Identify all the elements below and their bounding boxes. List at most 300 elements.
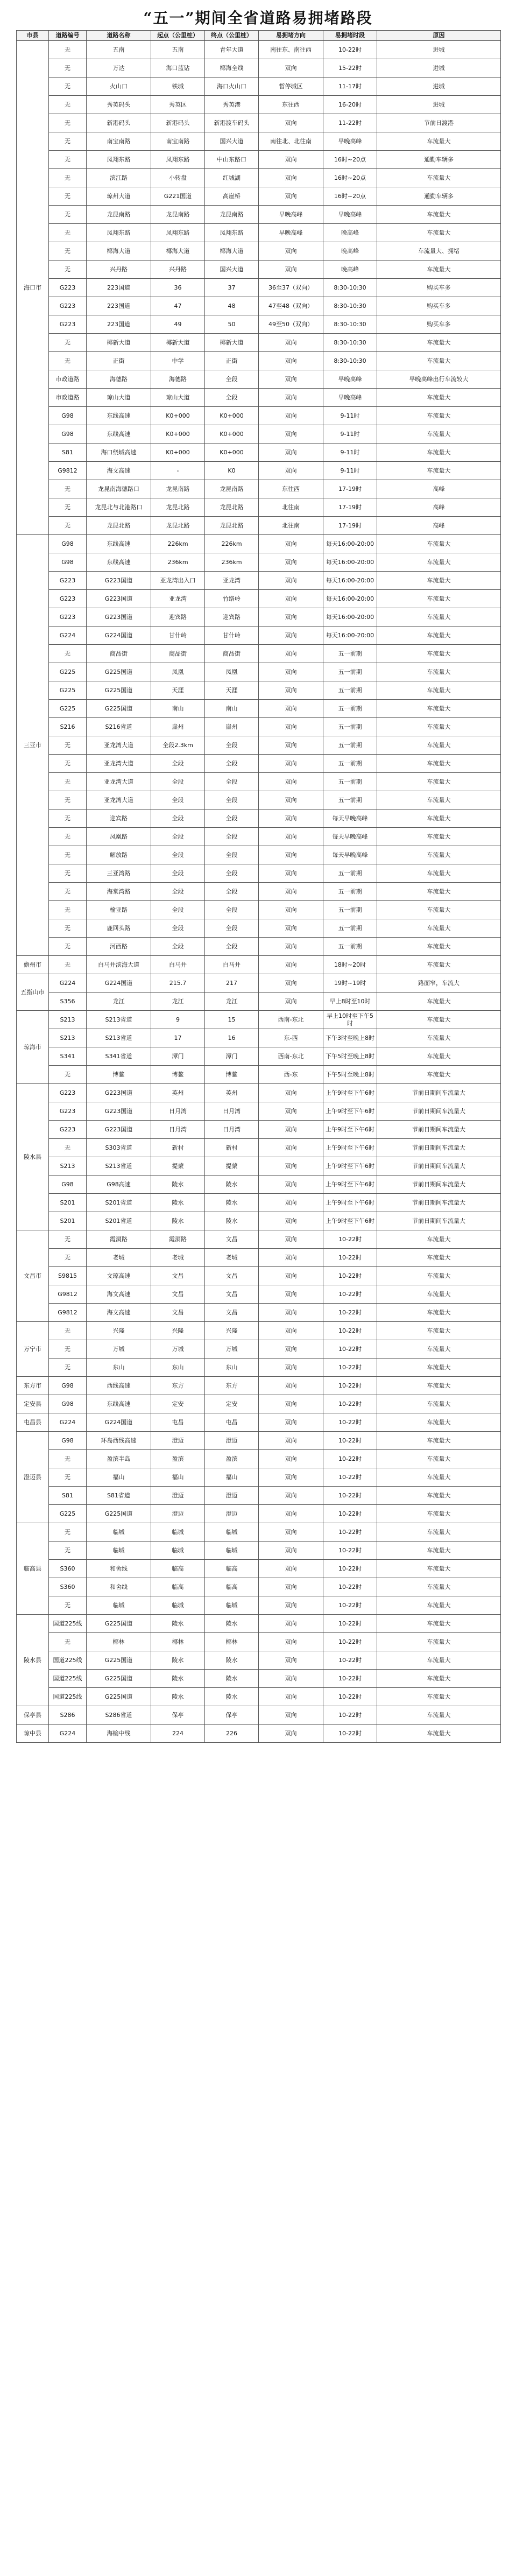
table-cell: 车流量大 <box>377 901 501 919</box>
table-cell: 五南 <box>151 41 205 59</box>
table-cell: 10-22时 <box>323 1340 377 1359</box>
table-cell: G225国道 <box>87 663 151 681</box>
table-cell: S201省道 <box>87 1194 151 1212</box>
table-cell: 河西路 <box>87 938 151 956</box>
table-cell: 无 <box>49 828 87 846</box>
table-cell: 澄迈 <box>151 1487 205 1505</box>
table-cell: 上午9时至下午6时 <box>323 1194 377 1212</box>
table-cell: 双向 <box>259 1578 323 1596</box>
table-cell: 双向 <box>259 846 323 864</box>
table-cell: 澄迈 <box>151 1505 205 1523</box>
table-cell: 车流量大 <box>377 535 501 553</box>
table-cell: 椰新大道 <box>87 334 151 352</box>
table-cell: 兴丹路 <box>151 261 205 279</box>
table-cell: 无 <box>49 645 87 663</box>
table-cell: 双向 <box>259 590 323 608</box>
table-cell: 双向 <box>259 1102 323 1121</box>
table-cell: 11-22时 <box>323 114 377 132</box>
table-cell: 双向 <box>259 901 323 919</box>
table-cell: 无 <box>49 846 87 864</box>
table-row <box>17 1157 501 1176</box>
table-cell: 东线高速 <box>87 553 151 572</box>
table-cell: 无 <box>49 773 87 791</box>
table-cell: S9815 <box>49 1267 87 1285</box>
table-cell: 8:30-10:30 <box>323 279 377 297</box>
table-cell: 海德路 <box>87 370 151 389</box>
table-cell: G225国道 <box>87 681 151 700</box>
table-cell: 榆亚路 <box>87 901 151 919</box>
table-cell: 霞洞路 <box>87 1230 151 1249</box>
table-cell: 下午5时至晚上8时 <box>323 1066 377 1084</box>
table-cell: 文琼高速 <box>87 1267 151 1285</box>
table-cell: G225 <box>49 1505 87 1523</box>
table-row <box>17 334 501 352</box>
table-row <box>17 78 501 96</box>
table-cell: 车流量大 <box>377 224 501 242</box>
table-cell: 双向 <box>259 261 323 279</box>
city-cell: 定安县 <box>17 1395 49 1413</box>
table-cell: 9-11时 <box>323 425 377 444</box>
table-cell: 龙昆北路 <box>151 498 205 517</box>
table-cell: 双向 <box>259 608 323 627</box>
table-cell: 盈滨 <box>205 1450 259 1468</box>
table-cell: 国道225线 <box>49 1688 87 1706</box>
table-cell: 双向 <box>259 938 323 956</box>
table-cell: 陵水 <box>151 1651 205 1670</box>
table-cell: 10-22时 <box>323 1523 377 1542</box>
table-cell: 车流量大 <box>377 828 501 846</box>
table-cell: 无 <box>49 352 87 370</box>
table-cell: 通勤车辆多 <box>377 187 501 206</box>
table-cell: 购买车多 <box>377 279 501 297</box>
table-cell: 10-22时 <box>323 1249 377 1267</box>
table-cell: 双向 <box>259 645 323 663</box>
table-row <box>17 645 501 663</box>
table-row <box>17 1578 501 1596</box>
table-cell: 19时~19时 <box>323 974 377 993</box>
table-cell: 47 <box>151 297 205 315</box>
table-cell: 双向 <box>259 1725 323 1743</box>
table-cell: 迎宾路 <box>205 608 259 627</box>
table-row <box>17 1670 501 1688</box>
table-cell: 节前日期间车流量大 <box>377 1212 501 1230</box>
table-cell: 提蒙 <box>151 1157 205 1176</box>
table-cell: 无 <box>49 1450 87 1468</box>
table-cell: 49至50（双向） <box>259 315 323 334</box>
table-cell: 龙昆北与北港路口 <box>87 498 151 517</box>
table-cell: 环岛西线高速 <box>87 1432 151 1450</box>
table-cell: 双向 <box>259 59 323 78</box>
table-cell: 高峰 <box>377 498 501 517</box>
table-row <box>17 1688 501 1706</box>
table-cell: 全段 <box>151 864 205 883</box>
city-cell: 保亭县 <box>17 1706 49 1725</box>
table-cell: 海文高速 <box>87 1285 151 1304</box>
table-cell: 10-22时 <box>323 1267 377 1285</box>
table-row <box>17 1487 501 1505</box>
table-cell: 11-17时 <box>323 78 377 96</box>
table-cell: 每天16:00-20:00 <box>323 590 377 608</box>
table-cell: 每天早晚高峰 <box>323 828 377 846</box>
table-cell: 全段 <box>205 864 259 883</box>
table-cell: G98 <box>49 1395 87 1413</box>
table-cell: 车流量大 <box>377 681 501 700</box>
table-cell: 无 <box>49 1322 87 1340</box>
table-cell: 9-11时 <box>323 444 377 462</box>
table-cell: 无 <box>49 1249 87 1267</box>
table-cell: 10-22时 <box>323 1432 377 1450</box>
table-cell: 236km <box>151 553 205 572</box>
table-cell: 双向 <box>259 1121 323 1139</box>
table-row <box>17 736 501 755</box>
table-row <box>17 1139 501 1157</box>
table-cell: 新港码头 <box>151 114 205 132</box>
table-cell: 每天早晚高峰 <box>323 846 377 864</box>
table-cell: 暂停城区 <box>259 78 323 96</box>
table-cell: 双向 <box>259 1139 323 1157</box>
table-cell: G223 <box>49 315 87 334</box>
table-cell: 双向 <box>259 663 323 681</box>
table-row <box>17 1304 501 1322</box>
table-cell: 双向 <box>259 1450 323 1468</box>
column-header: 原因 <box>377 31 501 41</box>
table-cell: 早晚高峰出行车流较大 <box>377 370 501 389</box>
table-cell: G223 <box>49 1084 87 1102</box>
table-row <box>17 187 501 206</box>
table-cell: 全段 <box>151 846 205 864</box>
table-cell: 文昌 <box>205 1285 259 1304</box>
table-cell: 文昌 <box>151 1304 205 1322</box>
table-row <box>17 480 501 498</box>
table-row <box>17 755 501 773</box>
table-cell: 福山 <box>87 1468 151 1487</box>
table-row <box>17 1432 501 1450</box>
table-row <box>17 1450 501 1468</box>
table-cell: 223国道 <box>87 315 151 334</box>
table-cell: 双向 <box>259 919 323 938</box>
table-cell: 226km <box>205 535 259 553</box>
table-row <box>17 114 501 132</box>
table-row <box>17 590 501 608</box>
table-cell: 无 <box>49 206 87 224</box>
table-cell: 双向 <box>259 1322 323 1340</box>
table-cell: 15 <box>205 1011 259 1029</box>
table-cell: 临城 <box>87 1523 151 1542</box>
table-cell: 无 <box>49 187 87 206</box>
table-row <box>17 1340 501 1359</box>
table-cell: 下午3时至晚上8时 <box>323 1029 377 1047</box>
table-cell: 海榆中线 <box>87 1725 151 1743</box>
column-header: 终点（公里桩） <box>205 31 259 41</box>
table-cell: 双向 <box>259 425 323 444</box>
table-cell: 双向 <box>259 1395 323 1413</box>
table-row <box>17 1596 501 1615</box>
table-cell: 全段 <box>205 370 259 389</box>
city-cell: 五指山市 <box>17 974 49 1011</box>
table-cell: 车流量大 <box>377 883 501 901</box>
table-cell: 椰林 <box>205 1633 259 1651</box>
table-cell: 双向 <box>259 1304 323 1322</box>
table-cell: 东方 <box>151 1377 205 1395</box>
table-cell: 路面窄，车流大 <box>377 974 501 993</box>
table-row <box>17 261 501 279</box>
table-cell: 10-22时 <box>323 1560 377 1578</box>
table-cell: 凤翔东路 <box>87 151 151 169</box>
table-cell: 双向 <box>259 974 323 993</box>
table-cell: 双向 <box>259 718 323 736</box>
table-cell: K0+000 <box>151 407 205 425</box>
table-cell: 博鳌 <box>87 1066 151 1084</box>
table-cell: 购买车多 <box>377 297 501 315</box>
table-cell: 兴丹路 <box>87 261 151 279</box>
table-cell: 全段 <box>205 736 259 755</box>
table-cell: 双向 <box>259 864 323 883</box>
table-cell: K0+000 <box>151 425 205 444</box>
table-cell: 鹿回头路 <box>87 919 151 938</box>
table-header-row <box>17 31 501 41</box>
table-cell: 全段 <box>205 810 259 828</box>
table-cell: 双向 <box>259 1706 323 1725</box>
table-cell: 琼山大道 <box>87 389 151 407</box>
table-cell: 龙昆北路 <box>151 517 205 535</box>
table-cell: 双向 <box>259 1651 323 1670</box>
table-cell: K0+000 <box>151 444 205 462</box>
table-cell: 全段 <box>205 755 259 773</box>
table-cell: 车流量大 <box>377 1395 501 1413</box>
table-cell: 9-11时 <box>323 407 377 425</box>
table-cell: 双向 <box>259 1542 323 1560</box>
table-cell: 无 <box>49 864 87 883</box>
table-cell: 龙江 <box>205 993 259 1011</box>
table-cell: 双向 <box>259 1359 323 1377</box>
table-cell: 全段 <box>205 389 259 407</box>
table-cell: 每天16:00-20:00 <box>323 553 377 572</box>
table-cell: 文昌 <box>151 1267 205 1285</box>
table-cell: 215.7 <box>151 974 205 993</box>
table-cell: 西-东 <box>259 1066 323 1084</box>
table-cell: 节前日渡港 <box>377 114 501 132</box>
table-cell: 车流量大 <box>377 132 501 151</box>
table-cell: 无 <box>49 59 87 78</box>
table-cell: 16-20时 <box>323 96 377 114</box>
table-cell: 节前日期间车流量大 <box>377 1176 501 1194</box>
table-cell: 无 <box>49 261 87 279</box>
table-cell: 中学 <box>151 352 205 370</box>
table-cell: 节前日期间车流量大 <box>377 1084 501 1102</box>
table-cell: 无 <box>49 1340 87 1359</box>
table-cell: G98 <box>49 407 87 425</box>
table-cell: 车流量大 <box>377 553 501 572</box>
table-cell: S213省道 <box>87 1029 151 1047</box>
congestion-table <box>16 30 501 1743</box>
table-cell: 东线高速 <box>87 535 151 553</box>
table-cell: G9812 <box>49 462 87 480</box>
table-cell: 屯昌 <box>205 1413 259 1432</box>
table-row <box>17 297 501 315</box>
table-cell: 226km <box>151 535 205 553</box>
table-cell: 国兴大道 <box>205 132 259 151</box>
table-cell: 双向 <box>259 1468 323 1487</box>
table-cell: 全段 <box>151 938 205 956</box>
table-cell: S341 <box>49 1047 87 1066</box>
table-cell: 亚龙湾大道 <box>87 791 151 810</box>
table-cell: 8:30-10:30 <box>323 297 377 315</box>
table-cell: 上午9时至下午6时 <box>323 1212 377 1230</box>
table-row <box>17 151 501 169</box>
table-cell: G223 <box>49 572 87 590</box>
table-cell: G223 <box>49 608 87 627</box>
table-cell: 双向 <box>259 444 323 462</box>
table-cell: G223国道 <box>87 572 151 590</box>
column-header: 市县 <box>17 31 49 41</box>
table-cell: 崖州 <box>205 718 259 736</box>
table-cell: 和舍线 <box>87 1578 151 1596</box>
table-cell: 9 <box>151 1011 205 1029</box>
table-cell: 五一前期 <box>323 645 377 663</box>
table-cell: 南往东、南往西 <box>259 41 323 59</box>
table-cell: 亚龙湾大道 <box>87 773 151 791</box>
table-row <box>17 1395 501 1413</box>
table-cell: 龙昆南路 <box>151 480 205 498</box>
table-cell: 早上10时至下午5时 <box>323 1011 377 1029</box>
table-cell: 无 <box>49 1596 87 1615</box>
table-cell: 迎宾路 <box>151 608 205 627</box>
table-row <box>17 462 501 480</box>
table-cell: 晚高峰 <box>323 224 377 242</box>
congestion-table-wrapper <box>16 30 500 1743</box>
table-cell: 英州 <box>205 1084 259 1102</box>
city-cell: 琼海市 <box>17 1011 49 1084</box>
table-cell: 双向 <box>259 1377 323 1395</box>
table-cell: 无 <box>49 41 87 59</box>
table-cell: 椰海大道 <box>87 242 151 261</box>
table-cell: 东山 <box>205 1359 259 1377</box>
table-cell: 车流量大 <box>377 773 501 791</box>
table-cell: 定安 <box>205 1395 259 1413</box>
table-cell: 凤凰 <box>205 663 259 681</box>
table-cell: 全段 <box>205 938 259 956</box>
table-cell: 双向 <box>259 1084 323 1102</box>
table-cell: 文昌 <box>205 1230 259 1249</box>
table-cell: 北往南 <box>259 498 323 517</box>
table-cell: 购买车多 <box>377 315 501 334</box>
table-cell: 早晚高峰 <box>323 132 377 151</box>
table-cell: 万城 <box>87 1340 151 1359</box>
table-cell: G9812 <box>49 1304 87 1322</box>
table-row <box>17 1121 501 1139</box>
table-cell: 16时~20点 <box>323 169 377 187</box>
table-cell: 全段 <box>205 901 259 919</box>
table-cell: 双向 <box>259 1596 323 1615</box>
table-cell: 老城 <box>151 1249 205 1267</box>
table-cell: G98 <box>49 425 87 444</box>
table-cell: 双向 <box>259 1670 323 1688</box>
table-cell: 双向 <box>259 1615 323 1633</box>
table-cell: 10-22时 <box>323 1706 377 1725</box>
table-cell: 上午9时至下午6时 <box>323 1102 377 1121</box>
table-cell: 琼州大道 <box>87 187 151 206</box>
table-cell: 无 <box>49 1468 87 1487</box>
table-cell: 南山 <box>151 700 205 718</box>
table-cell: 小转盘 <box>151 169 205 187</box>
table-row <box>17 1102 501 1121</box>
table-cell: 双向 <box>259 187 323 206</box>
table-cell: 223国道 <box>87 297 151 315</box>
table-cell: 白马井 <box>205 956 259 974</box>
table-cell: 每天16:00-20:00 <box>323 572 377 590</box>
table-cell: 8:30-10:30 <box>323 334 377 352</box>
table-cell: 临高 <box>205 1578 259 1596</box>
table-cell: 海棠湾路 <box>87 883 151 901</box>
table-row <box>17 1249 501 1267</box>
table-cell: 49 <box>151 315 205 334</box>
table-cell: 37 <box>205 279 259 297</box>
table-cell: 双向 <box>259 572 323 590</box>
table-cell: 正街 <box>205 352 259 370</box>
table-cell: 青年大道 <box>205 41 259 59</box>
table-cell: 龙昆北路 <box>205 517 259 535</box>
table-row <box>17 608 501 627</box>
table-cell: G224国道 <box>87 974 151 993</box>
table-row <box>17 1194 501 1212</box>
table-cell: 临城 <box>205 1523 259 1542</box>
table-cell: G223 <box>49 1102 87 1121</box>
table-cell: 无 <box>49 169 87 187</box>
table-cell: 双向 <box>259 389 323 407</box>
table-cell: 双向 <box>259 1487 323 1505</box>
table-cell: 国道225线 <box>49 1615 87 1633</box>
table-cell: 双向 <box>259 681 323 700</box>
table-row <box>17 864 501 883</box>
table-cell: 屯昌 <box>151 1413 205 1432</box>
table-cell: 无 <box>49 498 87 517</box>
table-cell: 车流量大 <box>377 462 501 480</box>
table-cell: S360 <box>49 1578 87 1596</box>
city-cell: 屯昌县 <box>17 1413 49 1432</box>
table-cell: 凤翔东路 <box>87 224 151 242</box>
city-cell: 东方市 <box>17 1377 49 1395</box>
table-cell: 兴隆 <box>151 1322 205 1340</box>
table-cell: 椰林 <box>87 1633 151 1651</box>
table-cell: 车流量大 <box>377 864 501 883</box>
table-cell: 陵水 <box>205 1176 259 1194</box>
table-cell: 无 <box>49 1139 87 1157</box>
table-row <box>17 535 501 553</box>
table-row <box>17 206 501 224</box>
table-row <box>17 1047 501 1066</box>
table-cell: G221国道 <box>151 187 205 206</box>
table-row <box>17 96 501 114</box>
table-cell: 西南-东北 <box>259 1011 323 1029</box>
table-cell: 市政道路 <box>49 370 87 389</box>
table-cell: 下午5时至晚上8时 <box>323 1047 377 1066</box>
table-cell: 白马井滨海大道 <box>87 956 151 974</box>
table-cell: G225国道 <box>87 1651 151 1670</box>
table-cell: 上午9时至下午6时 <box>323 1139 377 1157</box>
table-cell: S201省道 <box>87 1212 151 1230</box>
table-cell: 无 <box>49 810 87 828</box>
table-cell: S286省道 <box>87 1706 151 1725</box>
table-cell: 临城 <box>87 1596 151 1615</box>
table-cell: G224 <box>49 1413 87 1432</box>
table-cell: 车流量大 <box>377 352 501 370</box>
table-cell: 临城 <box>151 1523 205 1542</box>
table-cell: 东方 <box>205 1377 259 1395</box>
table-cell: 福山 <box>205 1468 259 1487</box>
table-row <box>17 846 501 864</box>
table-cell: 提蒙 <box>205 1157 259 1176</box>
table-cell: 霞洞路 <box>151 1230 205 1249</box>
